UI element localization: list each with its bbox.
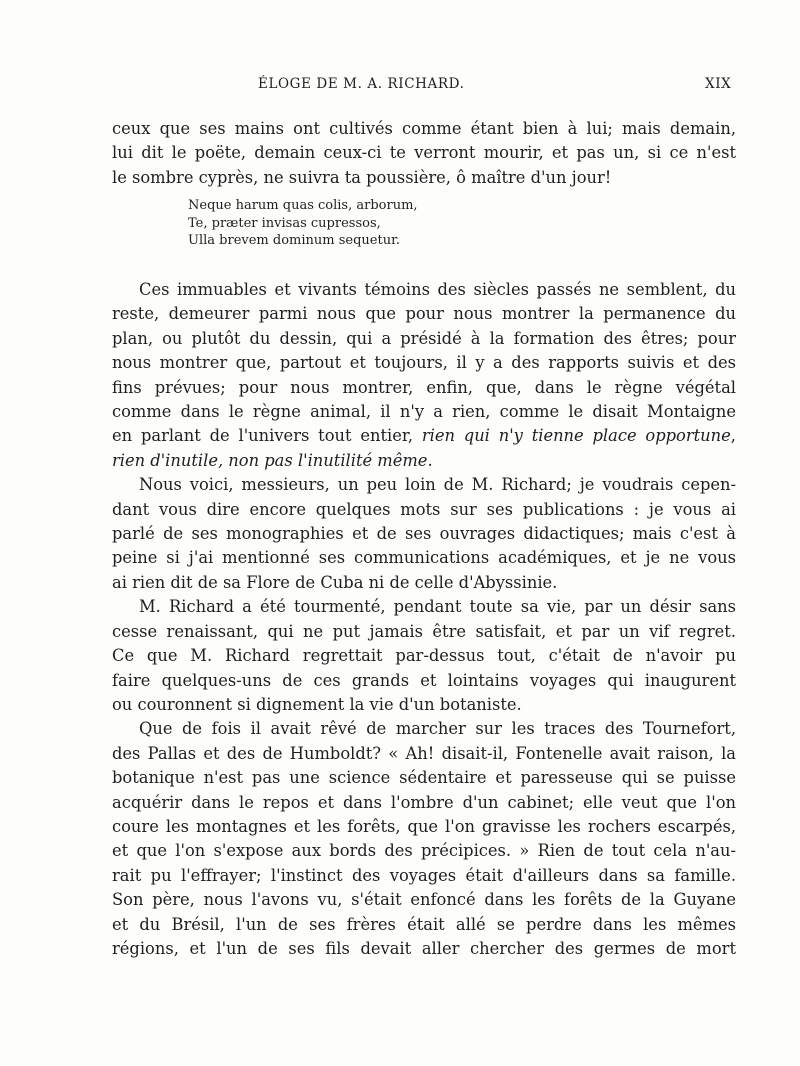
- verse-line: Neque harum quas colis, arborum,: [188, 198, 418, 213]
- verse-line: Ulla brevem dominum sequetur.: [188, 233, 400, 249]
- text-line: régions, et l'un de ses fils devait aller chercher des germes de mort: [112, 938, 736, 958]
- text-line: des Pallas et des de Humboldt? « Ah! disait-il, Fontenelle avait raison, la: [112, 743, 736, 763]
- text-line: Ces immuables et vivants témoins des siècles passés ne semblent, du: [139, 280, 736, 299]
- verse-line: Te, præter invisas cupressos,: [188, 215, 381, 231]
- text-line: comme dans le règne animal, il n'y a rien, comme le disait Montaigne: [112, 402, 736, 422]
- text-line: et du Brésil, l'un de ses frères était allé se perdre dans les mêmes: [112, 914, 736, 934]
- opening-passage: [112, 117, 736, 190]
- text-line: ceux que ses mains ont cultivés comme étant bien à lui; mais demain,: [112, 119, 736, 138]
- latin-verse-quotation: [188, 197, 608, 250]
- text-line: faire quelques-uns de ces grands et lointains voyages qui inaugurent: [112, 670, 736, 690]
- text-line: et que l'on s'expose aux bords des précipices. » Rien de tout cela n'au-: [112, 841, 736, 861]
- text-line: plan, ou plutôt du dessin, qui a présidé à la formation des êtres; pour: [112, 328, 736, 348]
- text-line: botanique n'est pas une science sédentaire et paresseuse qui se puisse: [112, 768, 736, 788]
- running-title: ÉLOGE DE M. A. RICHARD.: [258, 76, 465, 92]
- text-line: coure les montagnes et les forêts, que l'on gravisse les rochers escarpés,: [112, 816, 736, 836]
- paragraph-voyages: [112, 717, 736, 961]
- text-line: dant vous dire encore quelques mots sur ses publications : je vous ai: [112, 499, 736, 519]
- italic-quote: rien qui n'y tienne place opportune: [421, 426, 731, 446]
- text-line: rait pu l'effrayer; l'instinct des voyages était d'ailleurs dans sa famille.: [112, 865, 736, 885]
- text-line: M. Richard a été tourmenté, pendant toute sa vie, par un désir sans: [139, 597, 736, 617]
- italic-quote: rien d'inutile, non pas l'inutilité même.: [112, 450, 433, 470]
- text-line: en parlant de l'univers tout entier, rien qui n'y tienne place opportune,: [112, 426, 736, 446]
- paragraph-montaigne: [112, 278, 736, 473]
- text-line: ai rien dit de sa Flore de Cuba ni de celle d'Abyssinie.: [112, 572, 558, 592]
- text-line: parlé de ses monographies et de ses ouvrages didactiques; mais c'est à: [112, 524, 736, 544]
- body-text: [112, 278, 736, 961]
- text-line: acquérir dans le repos et dans l'ombre d'un cabinet; elle veut que l'on: [112, 792, 736, 812]
- text-line: reste, demeurer parmi nous que pour nous montrer la permanence du: [112, 304, 736, 324]
- paragraph-publications: [112, 473, 736, 595]
- text-line: le sombre cyprès, ne suivra ta poussière, ô maître d'un jour!: [112, 167, 612, 187]
- text-line: fins prévues; pour nous montrer, enfin, que, dans le règne végétal: [112, 377, 736, 397]
- page-number: XIX: [705, 76, 732, 92]
- text-line: peine si j'ai mentionné ses communications académiques, et je ne vous: [112, 548, 736, 568]
- text-line: Ce que M. Richard regrettait par-dessus tout, c'était de n'avoir pu: [112, 646, 736, 666]
- paragraph-regret: [112, 595, 736, 717]
- text-line: Nous voici, messieurs, un peu loin de M. Richard; je voudrais cepen-: [139, 475, 736, 495]
- text-line: [112, 449, 736, 473]
- text-line: Son père, nous l'avons vu, s'était enfoncé dans les forêts de la Guyane: [112, 890, 736, 910]
- text-segment: en parlant de l'univers tout entier,: [112, 426, 414, 446]
- text-line: ou couronnent si dignement la vie d'un botaniste.: [112, 694, 522, 714]
- text-line: lui dit le poëte, demain ceux-ci te verront mourir, et pas un, si ce n'est: [112, 143, 736, 163]
- text-line: Que de fois il avait rêvé de marcher sur les traces des Tournefort,: [139, 719, 736, 739]
- text-line: cesse renaissant, qui ne put jamais être satisfait, et par un vif regret.: [112, 621, 736, 641]
- text-line: nous montrer que, partout et toujours, il y a des rapports suivis et des: [112, 353, 736, 373]
